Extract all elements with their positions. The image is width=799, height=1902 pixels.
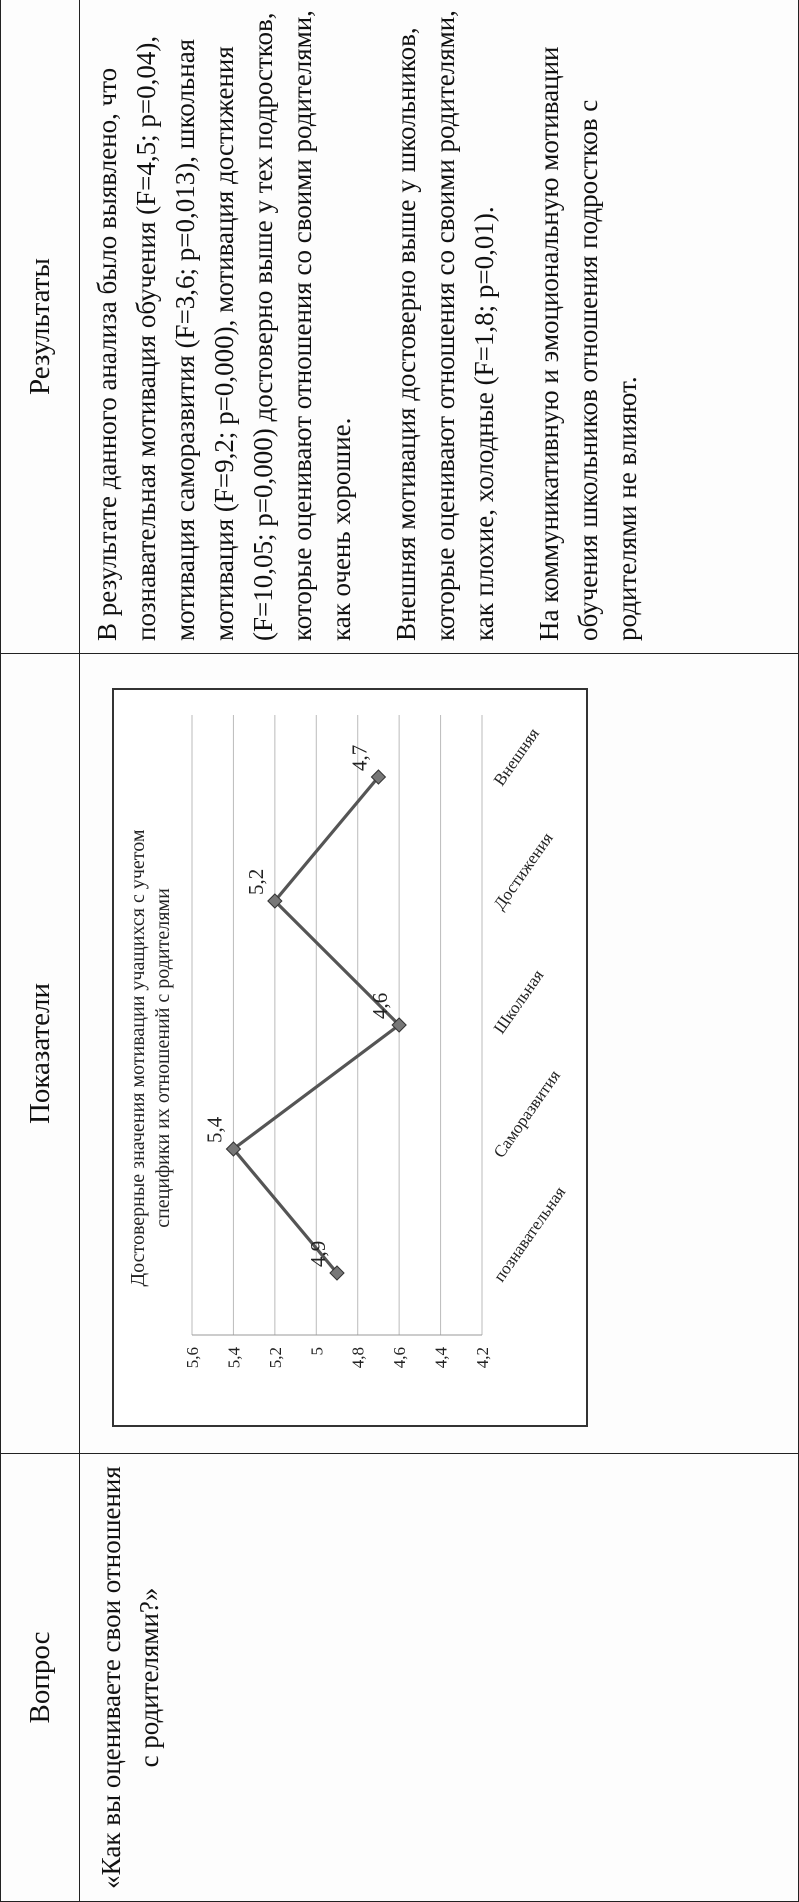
data-label: 5,2 (243, 868, 268, 895)
data-label: 4,7 (347, 744, 372, 771)
y-tick-label: 5,6 (183, 1347, 202, 1369)
x-category-label: Саморазвития (489, 1066, 564, 1162)
y-tick-label: 4,6 (390, 1347, 410, 1369)
x-category-label: Школьная (489, 966, 548, 1038)
results-cell (80, 0, 799, 654)
results-text (80, 0, 647, 653)
data-label: 5,4 (202, 1116, 227, 1143)
header-row (1, 0, 80, 1902)
chart-title-line-2: специфики их отношений с родителями (152, 888, 174, 1228)
y-tick-label: 4,8 (348, 1347, 368, 1369)
question-cell (80, 1454, 799, 1902)
data-label: 4,6 (368, 992, 393, 1019)
chart-title-line-1: Достоверные значения мотивации учащихся с учетом (127, 829, 149, 1287)
header-results: Результаты (1, 0, 80, 654)
header-question: Вопрос (1, 1454, 80, 1902)
content-row (80, 0, 799, 1902)
y-tick-label: 4,4 (431, 1347, 451, 1369)
results-paragraph-2: Внешняя мотивация достоверно выше у школьников, которые оценивают отношения со своими родителями, как плохие, холодные (F=1,8; p=0,01). (391, 10, 499, 641)
data-label: 4,9 (306, 1240, 330, 1267)
indicators-cell (80, 654, 799, 1454)
motivation-chart (112, 688, 588, 1427)
y-tick-label: 5,4 (224, 1347, 244, 1369)
x-category-label: Внешняя (489, 724, 544, 790)
chart-svg (114, 690, 586, 1425)
results-paragraph-3: На коммуникативную и эмоциональную мотивации обучения школьников отношения подростков с родителями не влияют. (534, 46, 642, 641)
x-category-label: познавательная (489, 1183, 570, 1286)
header-indicators: Показатели (1, 654, 80, 1454)
results-paragraph-1: В результате данного анализа было выявлено, что познавательная мотивация обучения (F=4,5; p=0,04), мотивация саморазвития (F=3,6; p=0,013), школьная мотивация (F=9,2; p=0,000), мотивация достижения (F=10,05; p=0,000) достоверно выше у тех подростков, которые оценивают отношения со своими родителями, как очень хорошие. (92, 10, 356, 641)
x-category-label: Достижения (489, 828, 557, 914)
y-tick-label: 5,2 (265, 1347, 285, 1369)
y-tick-label: 4,2 (473, 1347, 492, 1369)
question-text: «Как вы оцениваете свои отношения с родителями?» (96, 1466, 164, 1889)
y-tick-label: 5 (307, 1347, 327, 1356)
